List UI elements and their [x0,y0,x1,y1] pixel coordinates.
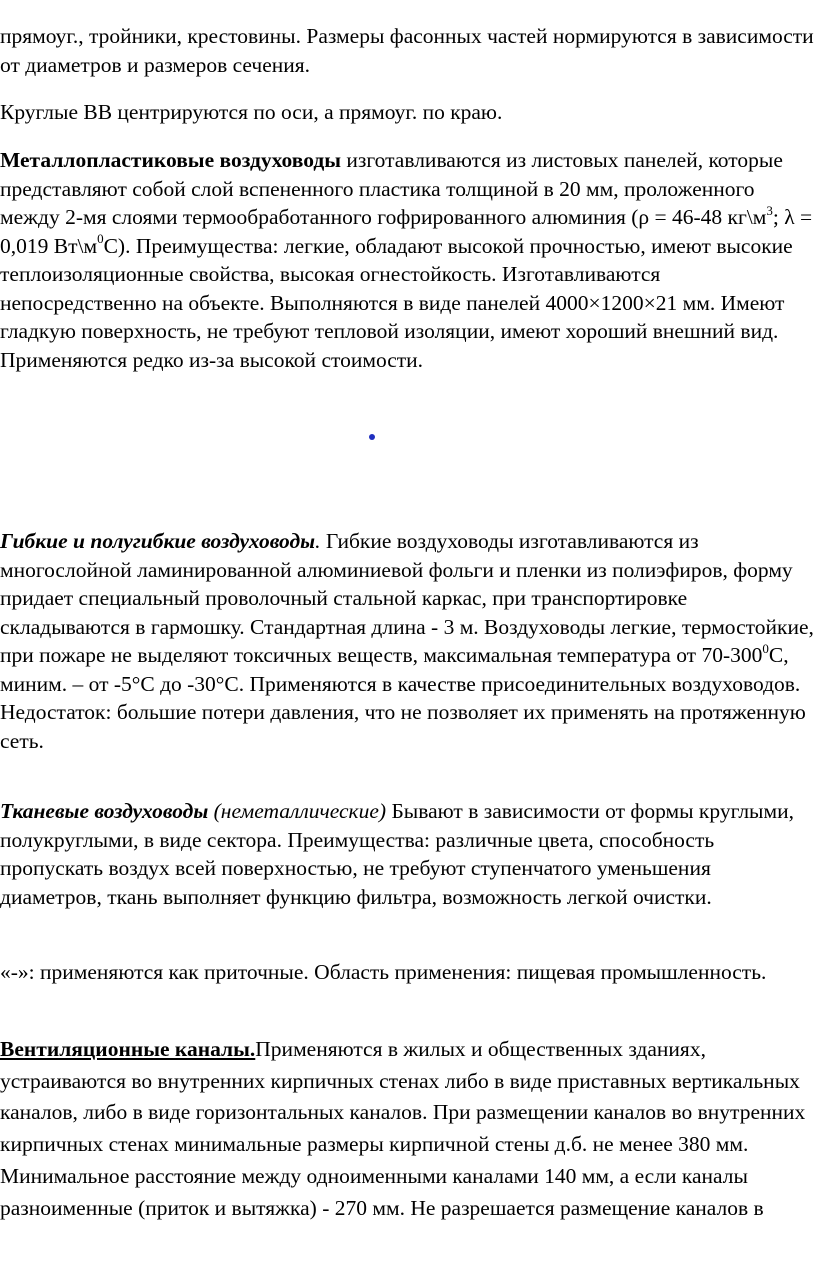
paragraph-metal-plastic-ducts [0,146,814,374]
paragraph-text: изготавливаются из листовых панелей, которые представляют собой слой вспененного пластика толщиной в 20 мм, проложенного между 2-мя слоями термообработанного гофрированного алюминия (ρ = 46-48 кг\м [0,148,783,229]
section-heading: Гибкие и полугибкие воздуховоды [0,529,316,553]
paragraph-text: Круглые ВВ центрируются по оси, а прямоуг. по краю. [0,100,503,124]
paragraph-fabric-ducts [0,797,814,911]
heading-period: . [315,529,321,553]
section-subheading: (неметаллические) [208,799,387,823]
superscript: 0 [762,640,769,656]
superscript: 0 [97,231,104,247]
section-heading: Тканевые воздуховоды [0,799,209,823]
paragraph-fittings [0,22,814,79]
paragraph-round-ducts [0,98,814,127]
superscript: 3 [766,202,773,218]
paragraph-flexible-ducts [0,527,814,755]
paragraph-ventilation-channels [0,1034,814,1224]
section-heading: Вентиляционные каналы. [0,1037,256,1061]
paragraph-text: Гибкие воздуховоды изготавливаются из многослойной ламинированной алюминиевой фольги и пленки из полиэфиров, форму придает специальный проволочный стальной каркас, при транспортировке складываются в гармошку. Стандартная длина - 3 м. Воздуховоды легкие, термостойкие, при пожаре не выделяют токсичных веществ, максимальная температура от 70-300 [0,529,814,667]
paragraph-text: С). Преимущества: легкие, обладают высокой прочностью, имеют высокие теплоизоляционные свойства, высокая огнестойкость. Изготавливаются непосредственно на объекте. Выполняются в виде панелей 4000×1200×21 мм. Имеют гладкую поверхность, не требуют тепловой изоляции, имеют хороший внешний вид. Применяются редко из-за высокой стоимости. [0,233,793,372]
paragraph-text: С, миним. – от -5°С до -30°С. Применяются в качестве присоединительных воздуховодов. Недостаток: большие потери давления, что не позволяет их применять на протяженную сеть. [0,643,806,753]
paragraph-text: «-»: применяются как приточные. Область применения: пищевая промышленность. [0,960,767,984]
paragraph-text: ; λ = 0,019 Вт\м [0,205,813,258]
paragraph-disadvantages [0,958,814,987]
paragraph-text: Бывают в зависимости от формы круглыми, полукруглыми, в виде сектора. Преимущества: различные цвета, способность пропускать воздух всей поверхностью, не требуют ступенчатого уменьшения диаметров, ткань выполняет функцию фильтра, возможность легкой очистки. [0,799,794,909]
section-heading: Металлопластиковые воздуховоды [0,148,342,172]
paragraph-text: прямоуг., тройники, крестовины. Размеры фасонных частей нормируются в зависимости от диаметров и размеров сечения. [0,24,814,77]
paragraph-text: Применяются в жилых и общественных зданиях, устраиваются во внутренних кирпичных стенах либо в виде приставных вертикальных каналов, либо в виде горизонтальных каналов. При размещении каналов во внутренних кирпичных стенах минимальные размеры кирпичной стены д.б. не менее 380 мм. Минимальное расстояние между одноименными каналами 140 мм, а если каналы разноименные (приток и вытяжка) - 270 мм. Не разрешается размещение каналов в [0,1037,806,1220]
bullet-dot [369,434,375,440]
